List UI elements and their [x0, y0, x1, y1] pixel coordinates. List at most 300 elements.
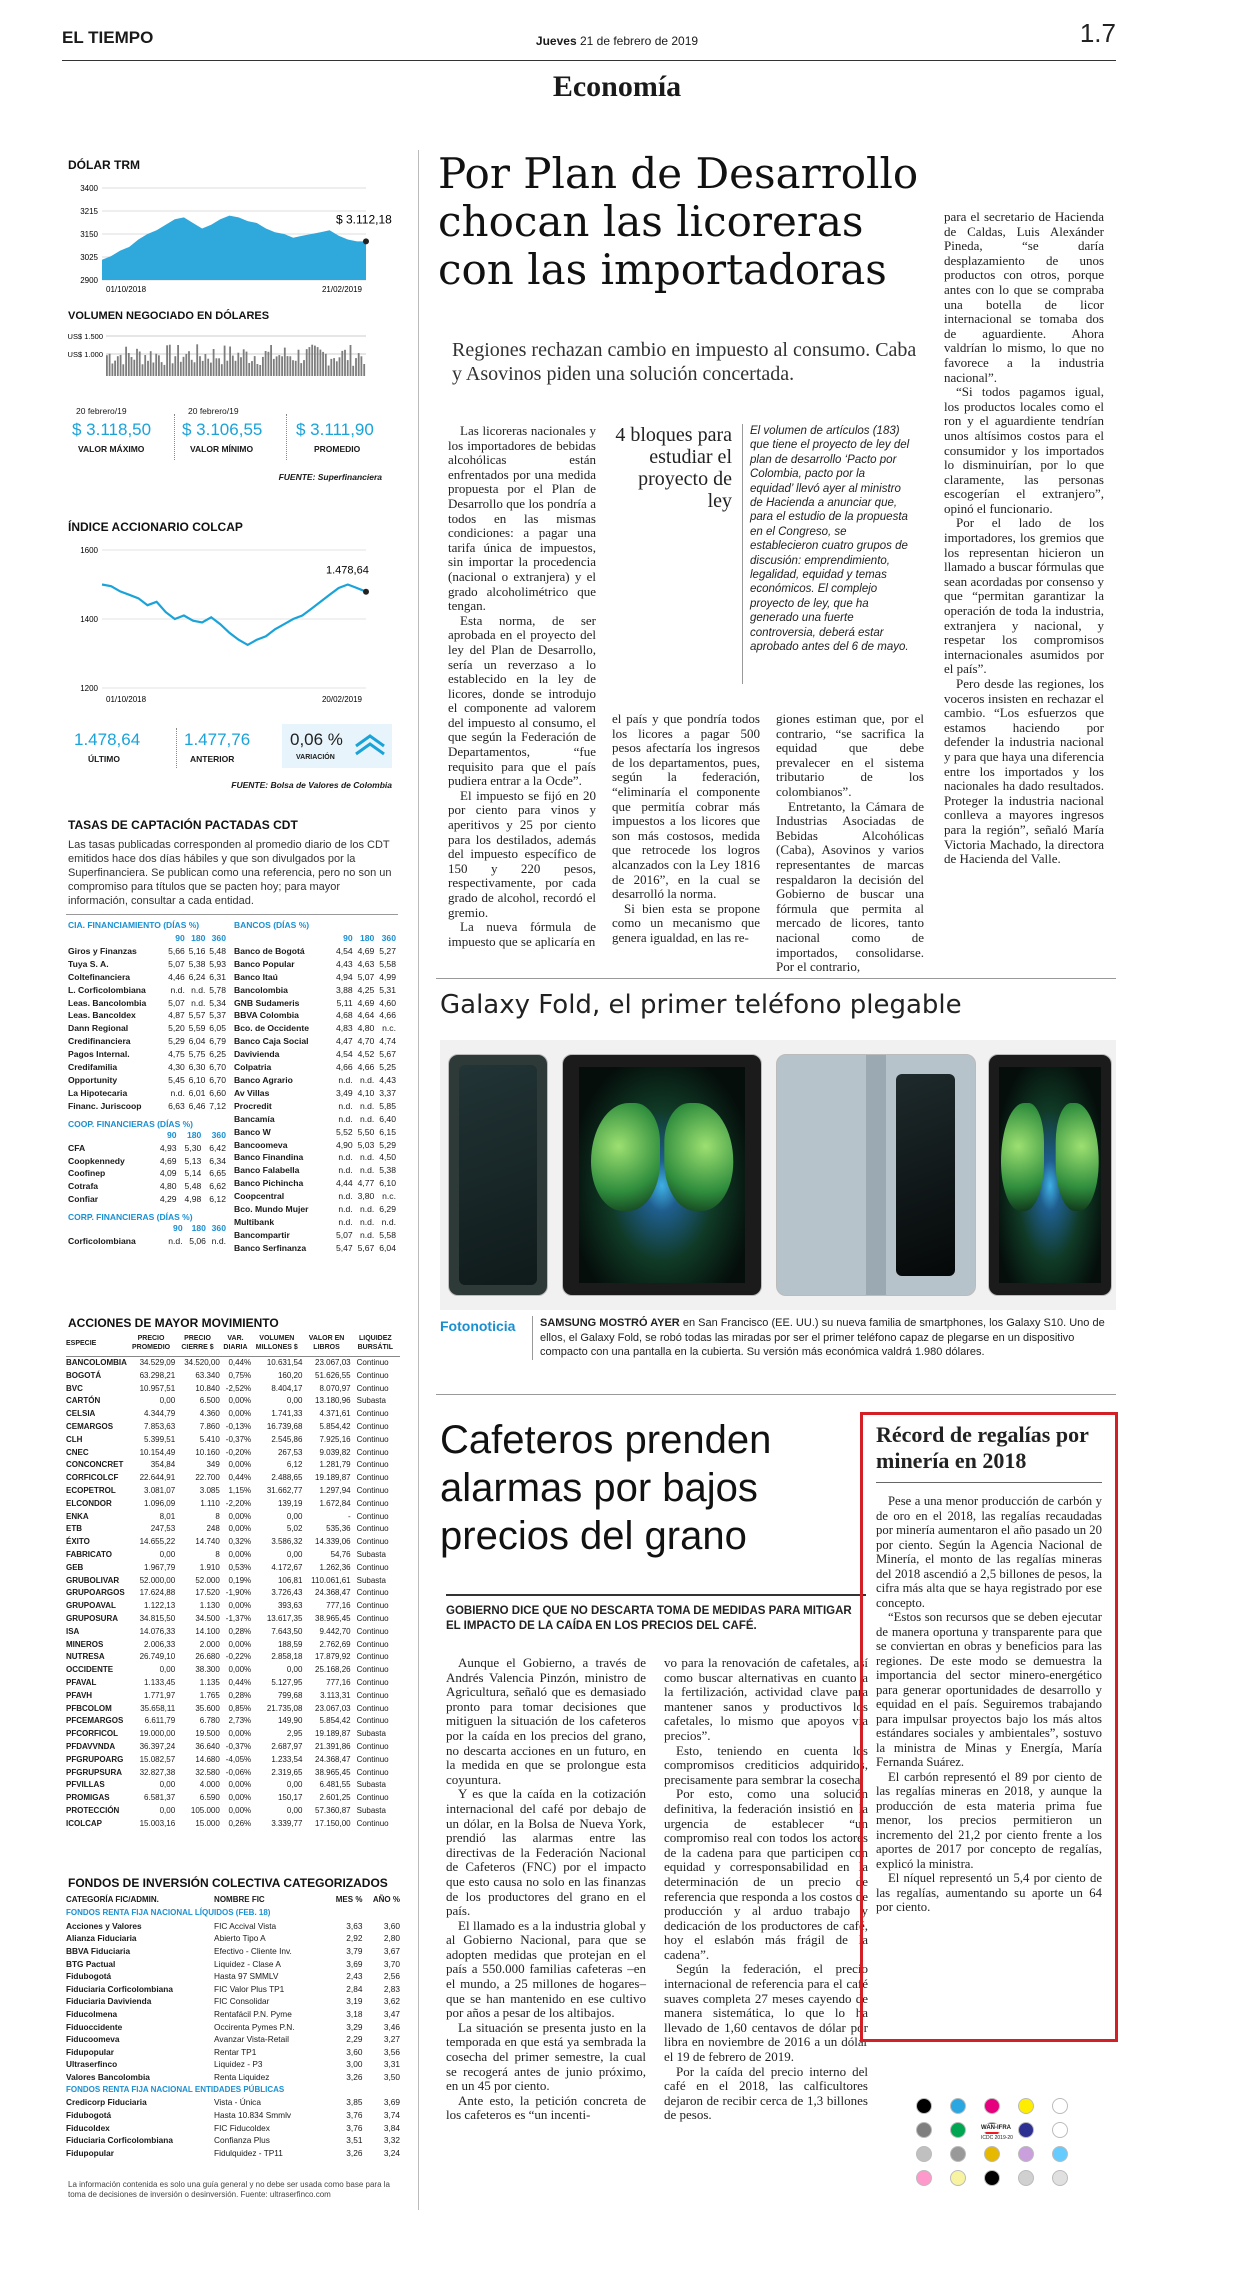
table-cell: 6.581,37 — [144, 1793, 176, 1803]
table-cell: 0,00% — [228, 1601, 252, 1611]
table-cell: Occirenta Pymes P.N. — [214, 2021, 295, 2032]
galaxy-photo — [440, 1040, 1116, 1310]
table-cell: Leas. Bancolombia — [68, 997, 147, 1008]
table-cell: 5,50 — [357, 1126, 375, 1137]
table-cell: Subasta — [356, 1805, 386, 1815]
table-cell: 10.957,51 — [139, 1383, 176, 1393]
table-cell: 2,56 — [383, 1971, 400, 1982]
table-cell: 21.391,86 — [315, 1741, 351, 1751]
table-cell: 5.127,95 — [271, 1677, 303, 1687]
column-header: 360 — [211, 1223, 226, 1234]
table-cell: PFGRUPOARG — [66, 1754, 124, 1764]
table-cell: 6,05 — [209, 1023, 226, 1034]
table-cell: 0,00% — [228, 1511, 252, 1521]
table-cell: 6,24 — [188, 971, 206, 982]
table-cell: 5,34 — [209, 997, 226, 1008]
table-cell: 3,18 — [346, 2008, 363, 2019]
table-cell: Continuo — [356, 1626, 389, 1636]
volume-bar — [153, 363, 155, 377]
y-tick-label: 1600 — [80, 546, 98, 555]
table-cell: CARTÓN — [66, 1396, 101, 1406]
table-row — [66, 2046, 400, 2059]
table-row — [66, 2033, 400, 2046]
table-cell: Continuo — [356, 1383, 389, 1393]
table-cell: Corficolombiana — [68, 1236, 136, 1247]
volume-bar — [350, 345, 352, 376]
table-cell: 3.081,07 — [144, 1485, 176, 1495]
table-cell: 0,00 — [286, 1805, 303, 1815]
volume-bar — [210, 363, 212, 376]
table-cell: 4.000 — [199, 1780, 220, 1790]
table-row — [68, 1009, 226, 1022]
table-cell: Rentafácil P.N. Pyme — [214, 2008, 292, 2019]
table-cell: FABRICATO — [66, 1549, 112, 1559]
table-cell: 4,43 — [335, 958, 353, 969]
table-cell: 0,00 — [159, 1396, 176, 1406]
table-cell: 14.339,06 — [315, 1537, 351, 1547]
table-cell: 10.160 — [195, 1447, 220, 1457]
color-swatch — [984, 2098, 1000, 2114]
table-row — [66, 1995, 400, 2008]
stat-date: 20 febrero/19 — [188, 406, 239, 416]
table-row — [234, 945, 396, 958]
volume-bar — [328, 366, 330, 377]
table-cell: Continuo — [356, 1588, 389, 1598]
table-cell: 5,07 — [168, 997, 185, 1008]
table-cell: Continuo — [356, 1434, 389, 1444]
table-cell: 6,15 — [379, 1126, 396, 1137]
table-row — [234, 1177, 396, 1190]
table-cell: Colpatria — [234, 1062, 272, 1073]
table-cell: Confianza Plus — [214, 2135, 270, 2146]
volume-bar — [309, 347, 311, 376]
table-cell: 2.488,65 — [271, 1473, 303, 1483]
volume-bar — [330, 359, 332, 376]
table-cell: -2,52% — [225, 1383, 252, 1393]
cafe-sub-rule — [446, 1594, 866, 1596]
table-cell: 4,90 — [335, 1139, 353, 1150]
table-cell: 0,00 — [286, 1511, 303, 1521]
table-cell: Confiar — [68, 1194, 99, 1205]
table-cell: 36.640 — [195, 1741, 220, 1751]
galaxy-caption: SAMSUNG MOSTRÓ AYER en San Francisco (EE. UU.) su nueva familia de smartphones, los Galaxy S10. Uno de ellos, el Galaxy Fold, se robó todas las miradas por ser el primer teléfono capaz de plegarse en un dispositivo compacto con una pantalla en la cubierta. Su versión más económica valdrá 1.980 dólares. — [540, 1317, 1105, 1358]
table-cell: FIC Accival Vista — [214, 1920, 277, 1931]
table-cell: 13.180,96 — [315, 1396, 351, 1406]
table-cell: 35.600 — [195, 1703, 220, 1713]
table-cell: Ultraserfinco — [66, 2059, 118, 2070]
table-cell: CONCONCRET — [66, 1460, 124, 1470]
table-cell: 4,80 — [159, 1181, 177, 1192]
cdt-intro: Las tasas publicadas corresponden al promedio diario de los CDT emitidos hace dos días hábiles y que son divulgados por la Superfinanciera. Se publican como una referencia, pero no son un compromiso para títulos que se pacten hoy; para mayor información, consultar a cada entidad. — [68, 839, 392, 907]
table-cell: 1.967,79 — [144, 1562, 176, 1572]
colorbar-logo: WAN-IFRA — [981, 2125, 1011, 2131]
table-cell: 10.154,49 — [139, 1447, 176, 1457]
volume-bar — [229, 347, 231, 377]
table-cell: 0,19% — [228, 1575, 252, 1585]
table-cell: 57.360,87 — [315, 1805, 351, 1815]
table-cell: Opportunity — [68, 1074, 118, 1085]
fondos-table — [66, 1894, 400, 2159]
licoreras-subtitle: Regiones rechazan cambio en impuesto al consumo. Caba y Asovinos piden una solución concertada. — [452, 339, 917, 385]
column-header: AÑO % — [372, 1895, 400, 1904]
table-cell: 52.000 — [195, 1575, 220, 1585]
table-cell: 3,62 — [383, 1996, 400, 2007]
color-swatch — [1018, 2170, 1034, 2186]
table-cell: 0,00 — [159, 1805, 176, 1815]
table-cell: Fiduoccidente — [66, 2021, 123, 2032]
volume-bar — [320, 350, 322, 376]
group-header: FONDOS RENTA FIJA NACIONAL LÍQUIDOS (FEB. 18) — [66, 1907, 271, 1917]
table-cell: 0,44% — [228, 1677, 252, 1687]
table-cell: 0,00% — [228, 1524, 252, 1534]
table-cell: n.d. — [381, 1216, 396, 1227]
table-cell: 6,70 — [209, 1074, 226, 1085]
table-cell: - — [347, 1511, 351, 1521]
table-cell: 4,25 — [357, 984, 375, 995]
table-cell: 3.113,31 — [320, 1690, 351, 1700]
table-row — [66, 1613, 400, 1626]
table-cell: 63.298,21 — [139, 1370, 176, 1380]
volume-bar — [122, 364, 124, 376]
table-cell: Continuo — [356, 1421, 389, 1431]
table-cell: 6,46 — [188, 1100, 206, 1111]
column-divider — [418, 150, 419, 2210]
table-cell: 7.853,63 — [144, 1421, 176, 1431]
table-cell: Continuo — [356, 1498, 389, 1508]
color-swatch — [916, 2170, 932, 2186]
volume-bar — [172, 363, 174, 376]
table-cell: Coltefinanciera — [68, 971, 131, 982]
table-cell: MINEROS — [66, 1639, 104, 1649]
volume-bar — [235, 361, 237, 376]
table-cell: -0,22% — [225, 1652, 252, 1662]
table-row — [68, 945, 226, 958]
table-row — [66, 1639, 400, 1652]
y-tick-label: 3150 — [80, 230, 98, 239]
table-cell: BBVA Colombia — [234, 1010, 299, 1021]
table-cell: Continuo — [356, 1601, 389, 1611]
table-cell: Hasta 10.834 Smmlv — [214, 2110, 292, 2121]
table-row — [66, 1715, 400, 1728]
column-header: 180 — [191, 933, 206, 943]
table-cell: GEB — [66, 1562, 84, 1572]
table-cell: 3,63 — [346, 1920, 363, 1931]
table-row — [66, 1958, 400, 1971]
table-cell: 31.662,77 — [266, 1485, 303, 1495]
table-cell: Banco Caja Social — [234, 1036, 309, 1047]
table-cell: 5,14 — [184, 1168, 202, 1179]
table-row — [66, 1792, 400, 1805]
table-cell: Continuo — [356, 1818, 389, 1828]
table-row — [66, 1523, 400, 1536]
volume-bar — [216, 358, 218, 376]
column-header: 90 — [343, 933, 353, 943]
table-cell: 3,46 — [383, 2021, 400, 2032]
color-swatch — [916, 2146, 932, 2162]
table-cell: L. Corficolombiana — [68, 984, 146, 995]
table-cell: 4,99 — [379, 971, 396, 982]
table-cell: Financ. Juriscoop — [68, 1100, 142, 1111]
color-swatch — [950, 2122, 966, 2138]
x-tick-label: 21/02/2019 — [321, 285, 362, 294]
table-cell: 19.000,00 — [139, 1729, 176, 1739]
table-cell: 4,30 — [168, 1062, 185, 1073]
table-cell: 110.061,61 — [311, 1575, 351, 1585]
table-cell: 0,00% — [228, 1460, 252, 1470]
table-cell: PFDAVVNDA — [66, 1741, 116, 1751]
volume-bar — [361, 356, 363, 376]
table-cell: 3,84 — [383, 2122, 400, 2133]
table-cell: 5,93 — [209, 958, 226, 969]
table-row — [68, 1022, 226, 1035]
table-cell: ISA — [66, 1626, 80, 1636]
table-cell: 5,07 — [357, 971, 375, 982]
table-cell: 5,66 — [168, 945, 185, 956]
table-cell: n.d. — [359, 1229, 375, 1240]
table-cell: Continuo — [356, 1537, 389, 1547]
table-cell: 0,00% — [228, 1793, 252, 1803]
table-cell: 38.965,45 — [315, 1767, 351, 1777]
volume-bar — [314, 346, 316, 376]
table-cell: 3,56 — [383, 2046, 400, 2057]
table-cell: 4,77 — [357, 1178, 375, 1189]
cafe-headline: Cafeteros prenden alarmas por bajos precios del grano — [440, 1418, 772, 1558]
table-cell: 247,53 — [150, 1524, 176, 1534]
table-cell: 10.840 — [195, 1383, 220, 1393]
colcap-chart — [66, 538, 396, 708]
table-cell: 2.006,33 — [144, 1639, 176, 1649]
table-cell: Bancompartir — [234, 1229, 290, 1240]
stat-value: 0,06 % — [290, 730, 343, 749]
table-row — [234, 1087, 396, 1100]
table-cell: 4,83 — [335, 1023, 353, 1034]
table-cell: 799,68 — [277, 1690, 303, 1700]
volume-bar — [109, 354, 111, 376]
volume-bar — [166, 345, 168, 376]
table-cell: 6,70 — [209, 1062, 226, 1073]
table-cell: BTG Pactual — [66, 1958, 116, 1969]
table-cell: 4.371,61 — [319, 1409, 351, 1419]
table-cell: FIC Consolidar — [214, 1996, 270, 2007]
table-cell: 777,16 — [326, 1601, 351, 1611]
volume-bar — [295, 361, 297, 376]
volume-bar — [185, 354, 187, 376]
table-row — [66, 1779, 400, 1792]
cafe-col1: Aunque el Gobierno, a través de Andrés Valencia Pinzón, ministro de Agricultura, señaló que es demasiado pronto para tomar decisiones que mitiguen la situación de los cafeteros por la caída en los precios del grano, no descarta acciones en un futuro, en la medida en que se prolongue esta coyuntura. Y es que la caída en la cotización internacional del café por debajo de un dólar, en la Bolsa de Nueva York, prendió las alarmas entre las directivas de la Federación Nacional de Cafeteros (FNC) por el impacto que esto causa no solo en las finanzas de los productores del grano en el país. El llamado es a la industria global y al Gobierno Nacional, para que se adopten medidas que protejan en el país a 550.000 familias cafeteras –en el mundo, a 25 millones de hogares– que se han mantenido en ese cultivo por años a pesar de los altibajos. La situación se presenta justo en la temporada en que está ya sembrada la cosecha del primer semestre, la cual se recogerá antes de junio próximo, en un 45 por ciento. Ante esto, la petición concreta de los cafeteros es “un incenti- — [446, 1655, 646, 2123]
volume-bar — [322, 352, 324, 376]
table-cell: 0,53% — [228, 1562, 252, 1572]
table-row — [66, 1472, 400, 1485]
volume-bar — [199, 356, 201, 376]
table-cell: 3,19 — [346, 1996, 363, 2007]
table-cell: Multibank — [234, 1216, 275, 1227]
cia-header: CIA. FINANCIAMIENTO (DÍAS %) — [68, 920, 200, 930]
table-cell: 14.740 — [195, 1537, 220, 1547]
table-cell: Liquidez - Clase A — [214, 1958, 281, 1969]
table-row — [234, 1190, 396, 1203]
table-cell: 2,83 — [383, 1983, 400, 1994]
table-cell: 0,32% — [228, 1537, 252, 1547]
volume-bar — [243, 349, 245, 376]
table-cell: 5,37 — [209, 1010, 226, 1021]
table-cell: 14.655,22 — [139, 1537, 176, 1547]
table-row — [66, 1562, 400, 1575]
cdt-bancos-table — [234, 920, 398, 1255]
table-cell: 38.300 — [195, 1665, 220, 1675]
volume-bar — [196, 344, 198, 376]
table-cell: 3,47 — [383, 2008, 400, 2019]
table-cell: -2,20% — [225, 1498, 252, 1508]
table-cell: 15.003,16 — [139, 1818, 176, 1828]
table-row — [66, 1383, 400, 1396]
table-cell: 14.680 — [195, 1754, 220, 1764]
table-cell: PFAVH — [66, 1690, 93, 1700]
volume-bar — [265, 351, 267, 376]
table-cell: 5,59 — [188, 1023, 206, 1034]
column-header: VALOR EN LIBROS — [302, 1334, 350, 1357]
table-cell: 3,79 — [346, 1946, 363, 1956]
table-cell: n.d. — [338, 1204, 353, 1215]
table-cell: 6,63 — [168, 1100, 185, 1111]
table-cell: 2,80 — [383, 1933, 400, 1944]
phone-open-angle — [988, 1054, 1112, 1296]
table-cell: 4.172,67 — [271, 1562, 303, 1572]
table-cell: 2.601,25 — [319, 1793, 351, 1803]
licoreras-col4: para el secretario de Hacienda de Caldas, Luis Alexánder Pineda, “se daría desplazamiento de unos productos con otros, porque antes con lo que se compraba una botella de licor internacional se tomaba dos de aguardiente. Ahora valdrían lo mismo, lo que no favorece a la industria nacional”. “Si todos pagamos igual, los productos locales como el ron y el aguardiente tendrían unos altísimos costos para el consumidor y los importados lo disminuirían, por lo que claramente, las personas escogerían el extranjero”, opinó el funcionario. Por el lado de los importadores, los gremios que los representan hicieron un llamado a buscar fórmulas que sean acordadas por consenso y que “permitan garantizar la operación de toda la industria, extranjera y nacional, y respetar los compromisos internacionales asumidos por el país”. Pero desde las regiones, los voceros insisten en rechazar el cambio. “Los esfuerzos que estamos haciendo por defender la industria nacional y para que haya una diferencia entre los importados y los nacionales ha dado resultados. Proteger la industria nacional conlleva a mayores ingresos para la región”, señaló María Victoria Machado, la directora de Hacienda del Valle. — [944, 209, 1104, 867]
table-cell: 3.085 — [199, 1485, 220, 1495]
table-cell: Credicorp Fiduciaria — [66, 2097, 147, 2108]
table-cell: 2,73% — [228, 1716, 252, 1726]
table-cell: 5,38 — [379, 1165, 396, 1176]
table-cell: 6,29 — [379, 1204, 396, 1215]
table-cell: Continuo — [356, 1562, 389, 1572]
table-row — [66, 1408, 400, 1421]
table-cell: Coopkennedy — [68, 1155, 125, 1166]
table-cell: 5,38 — [188, 958, 206, 969]
table-cell: 3,31 — [383, 2059, 400, 2070]
colcap-line — [102, 585, 366, 645]
table-cell: n.d. — [359, 1204, 375, 1215]
table-cell: 2.858,18 — [271, 1652, 303, 1662]
volume-bar — [205, 354, 207, 376]
column-header: 90 — [167, 1129, 177, 1140]
table-cell: 4,54 — [335, 945, 353, 956]
column-header: LIQUIDEZ BURSÁTIL — [351, 1334, 400, 1357]
dolar-area — [102, 216, 366, 280]
acciones-table — [66, 1334, 400, 1830]
table-row — [66, 1434, 400, 1447]
table-cell: Continuo — [356, 1473, 389, 1483]
table-cell: Continuo — [356, 1677, 389, 1687]
table-cell: 2.545,86 — [271, 1434, 303, 1444]
table-cell: Rentar TP1 — [214, 2046, 257, 2057]
color-swatch — [1052, 2122, 1068, 2138]
table-row — [234, 1048, 396, 1061]
column-header: PRECIO CIERRE $ — [175, 1334, 220, 1357]
stat-value: $ 3.118,50 — [72, 420, 152, 439]
table-cell: 188,59 — [277, 1639, 303, 1649]
table-cell: 5,06 — [189, 1236, 206, 1247]
column-header: 360 — [381, 933, 396, 943]
table-header — [234, 932, 396, 945]
table-cell: 267,53 — [277, 1447, 303, 1457]
table-cell: 3,51 — [346, 2135, 363, 2146]
y-tick-label: US$ 1.500 — [67, 332, 103, 341]
table-cell: 248 — [206, 1524, 220, 1534]
table-cell: Abierto Tipo A — [214, 1933, 266, 1944]
table-cell: Credifamilia — [68, 1062, 118, 1073]
column-header: 90 — [175, 933, 185, 943]
table-cell: Fiducolmena — [66, 2008, 118, 2019]
table-cell: 35.658,11 — [140, 1703, 176, 1713]
volume-bar — [180, 362, 182, 376]
table-cell: 1.741,33 — [271, 1409, 303, 1419]
table-cell: 0,00% — [228, 1549, 252, 1559]
stat-label: PROMEDIO — [314, 444, 361, 454]
table-cell: -4,05% — [225, 1754, 252, 1764]
table-cell: CFA — [68, 1142, 86, 1153]
volume-bar — [325, 354, 327, 376]
table-cell: 9.039,82 — [319, 1447, 351, 1457]
table-cell: Continuo — [356, 1652, 389, 1662]
table-cell: 5,13 — [184, 1155, 202, 1166]
box-title: 4 bloques para estudiar el proyecto de ley — [615, 424, 732, 512]
volume-bar — [347, 360, 349, 376]
table-row — [66, 1703, 400, 1716]
table-row — [66, 1754, 400, 1767]
table-cell: 6.590 — [199, 1793, 220, 1803]
table-cell: 3,24 — [383, 2147, 400, 2158]
table-cell: Continuo — [356, 1741, 389, 1751]
table-cell: 4,74 — [379, 1036, 396, 1047]
table-cell: Bancoomeva — [234, 1139, 288, 1150]
stat-value: $ 3.106,55 — [182, 420, 263, 439]
table-cell: Subasta — [356, 1575, 386, 1585]
phone-back — [776, 1054, 976, 1296]
table-cell: 3.726,43 — [271, 1588, 303, 1598]
table-cell: Bco. de Occidente — [234, 1023, 309, 1034]
table-cell: Banco Falabella — [234, 1165, 300, 1176]
table-row — [68, 1100, 226, 1113]
table-cell: 6.500 — [199, 1396, 220, 1406]
table-cell: 17.150,00 — [315, 1818, 351, 1828]
table-cell: BBVA Fiduciaria — [66, 1946, 131, 1956]
table-cell: -0,37% — [225, 1434, 252, 1444]
volume-bar — [224, 346, 226, 376]
table-header — [68, 1129, 226, 1142]
volume-bar — [191, 360, 193, 376]
divider — [286, 414, 287, 460]
table-cell: Continuo — [356, 1754, 389, 1764]
table-cell: 5,07 — [168, 958, 185, 969]
column-header — [68, 932, 164, 945]
table-cell: 8,01 — [159, 1511, 176, 1521]
table-cell: Valores Bancolombia — [66, 2071, 150, 2082]
table-cell: 6,04 — [379, 1242, 396, 1253]
stat-label: ÚLTIMO — [88, 754, 120, 764]
table-cell: 4,54 — [335, 1049, 353, 1060]
volume-bar — [218, 358, 220, 376]
table-cell: 3.339,77 — [271, 1818, 303, 1828]
volume-bar — [358, 353, 360, 376]
table-cell: 4,66 — [379, 1010, 396, 1021]
table-cell: 22.644,91 — [139, 1473, 176, 1483]
table-cell: NUTRESA — [66, 1652, 105, 1662]
table-row — [234, 1009, 396, 1022]
table-row — [66, 1677, 400, 1690]
table-cell: 10.631,54 — [266, 1358, 303, 1367]
volume-bar — [281, 356, 283, 376]
